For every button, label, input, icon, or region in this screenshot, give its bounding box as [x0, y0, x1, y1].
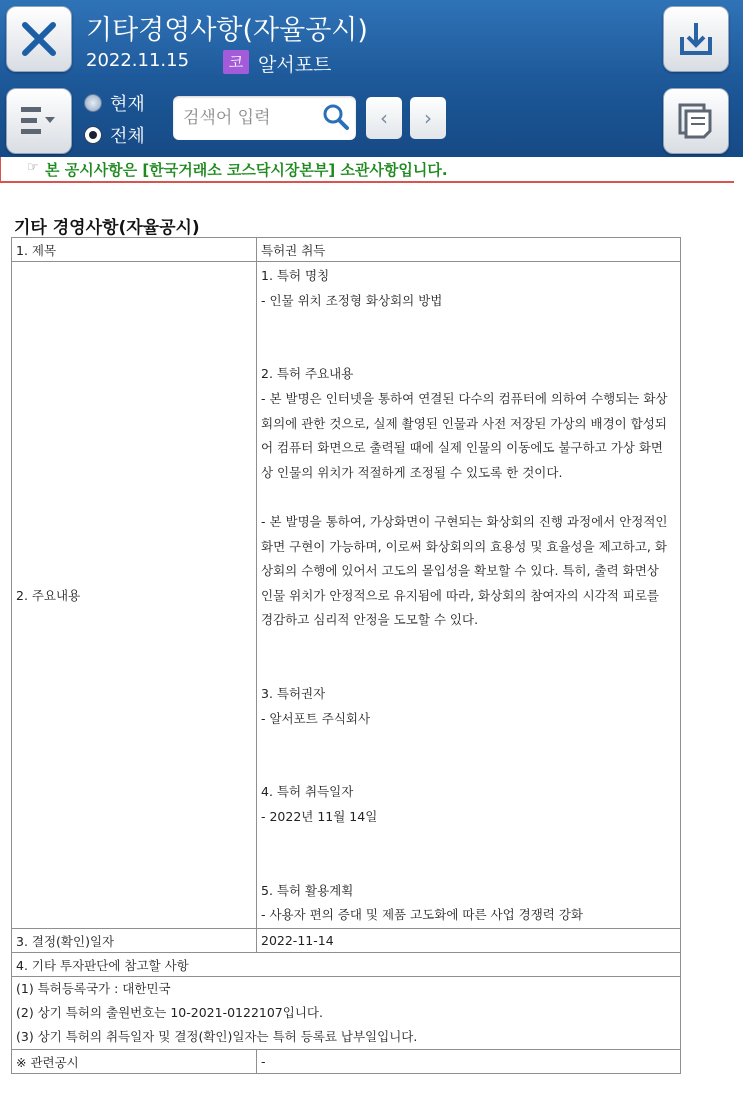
company-name: 알서포트	[258, 54, 332, 76]
content-line: (1) 특허등록국가 : 대한민국	[16, 981, 171, 997]
table-row	[12, 929, 681, 953]
radio-selected-icon	[84, 126, 102, 144]
download-button[interactable]	[663, 6, 729, 72]
row-label: 1. 제목	[12, 238, 257, 262]
content-line: - 알서포트 주식회사	[261, 710, 371, 726]
chevron-left-icon: ‹	[380, 106, 388, 130]
content-line	[261, 756, 676, 781]
close-icon	[16, 16, 62, 62]
content-line	[261, 485, 676, 510]
reference-lines	[16, 977, 676, 1049]
row-value: 2022-11-14	[257, 929, 681, 953]
table-row	[12, 262, 681, 929]
document-title: 기타 경영사항(자율공시)	[14, 218, 200, 238]
next-button[interactable]	[410, 97, 446, 139]
search-icon	[322, 103, 350, 131]
filter-all-radio[interactable]	[84, 122, 145, 148]
filter-current-radio[interactable]	[84, 90, 145, 116]
content-line: 회의에 관한 것으로, 실제 촬영된 인물과 사전 저장된 가상의 배경이 합성되	[261, 415, 667, 431]
content-line: 2. 특허 주요내용	[261, 366, 354, 382]
disclosure-table	[11, 237, 681, 1074]
search-button[interactable]	[322, 103, 350, 135]
search-input[interactable]	[181, 104, 323, 132]
notice-text: 본 공시사항은 [한국거래소 코스닥시장본부] 소관사항입니다.	[45, 161, 448, 179]
table-row	[12, 953, 681, 977]
row-value: -	[257, 1050, 681, 1074]
search-box	[173, 96, 356, 140]
content-line: 3. 특허권자	[261, 686, 326, 702]
header-bar	[0, 0, 743, 157]
chevron-right-icon: ›	[424, 106, 432, 130]
content-line	[261, 830, 676, 855]
market-badge: 코	[223, 50, 249, 74]
close-button[interactable]	[6, 6, 72, 72]
page-title: 기타경영사항(자율공시)	[86, 15, 368, 46]
content-line: - 본 발명은 인터넷을 통하여 연결된 다수의 컴퓨터에 의하여 수행되는 화상	[261, 390, 668, 406]
filter-all-label: 전체	[110, 126, 145, 147]
content-line: 인물 위치가 안정적으로 유지됨에 따라, 화상회의 참여자의 시각적 피로를	[261, 587, 660, 603]
content-line: 상 인물의 위치가 적절하게 조정될 수 있도록 한 것이다.	[261, 464, 563, 480]
table-row	[12, 1050, 681, 1074]
radio-unselected-icon	[84, 94, 102, 112]
row-label: ※ 관련공시	[12, 1050, 257, 1074]
content-line: 1. 특허 명칭	[261, 268, 330, 283]
content-line	[261, 633, 676, 658]
content-line: - 사용자 편의 증대 및 제품 고도화에 따른 사업 경쟁력 강화	[261, 907, 583, 923]
download-icon	[674, 17, 718, 61]
content-line: 경감하고 심리적 안정을 도모할 수 있다.	[261, 612, 479, 628]
content-line: 화면 구현이 가능하며, 이로써 화상회의의 효용성 및 효율성을 제고하고, 화	[261, 538, 667, 554]
content-line: (2) 상기 특허의 출원번호는 10-2021-0122107입니다.	[16, 1005, 323, 1021]
row-label: 4. 기타 투자판단에 참고할 사항	[12, 953, 681, 977]
disclosure-date: 2022.11.15	[86, 50, 190, 71]
row-value	[12, 977, 681, 1050]
content-line: - 2022년 11월 14일	[261, 809, 378, 825]
content-line: 4. 특허 취득일자	[261, 784, 354, 800]
filter-current-label: 현재	[110, 94, 145, 115]
row-value: 특허권 취득	[257, 238, 681, 262]
content-line: 5. 특허 활용계획	[261, 882, 354, 898]
prev-button[interactable]	[366, 97, 402, 139]
jurisdiction-notice	[0, 157, 734, 183]
menu-icon	[17, 101, 61, 141]
content-line: - 인물 위치 조정형 화상회의 방법	[261, 292, 443, 308]
pointing-hand-icon: ☞	[27, 160, 39, 175]
row-value	[257, 262, 681, 929]
row-label: 2. 주요내용	[12, 262, 257, 929]
main-content-lines	[261, 262, 676, 928]
content-line: 상회의 수행에 있어서 고도의 몰입성을 확보할 수 있다. 특히, 출력 화면상	[261, 563, 659, 579]
table-row	[12, 977, 681, 1050]
content-line: 어 컴퓨터 화면으로 출력될 때에 실제 인물의 이동에도 불구하고 가상 화면	[261, 440, 663, 456]
row-label: 3. 결정(확인)일자	[12, 929, 257, 953]
content-line	[261, 338, 676, 363]
copy-button[interactable]	[663, 88, 729, 154]
table-row	[12, 238, 681, 262]
content-line: (3) 상기 특허의 취득일자 및 결정(확인)일자는 특허 등록료 납부일입니다.	[16, 1029, 418, 1045]
menu-button[interactable]	[6, 88, 72, 154]
content-line: - 본 발명을 통하여, 가상화면이 구현되는 화상회의 진행 과정에서 안정적인	[261, 513, 668, 529]
content-line	[261, 854, 676, 879]
content-line	[261, 731, 676, 756]
copy-icon	[674, 99, 718, 143]
content-line	[261, 658, 676, 683]
content-line	[261, 313, 676, 338]
